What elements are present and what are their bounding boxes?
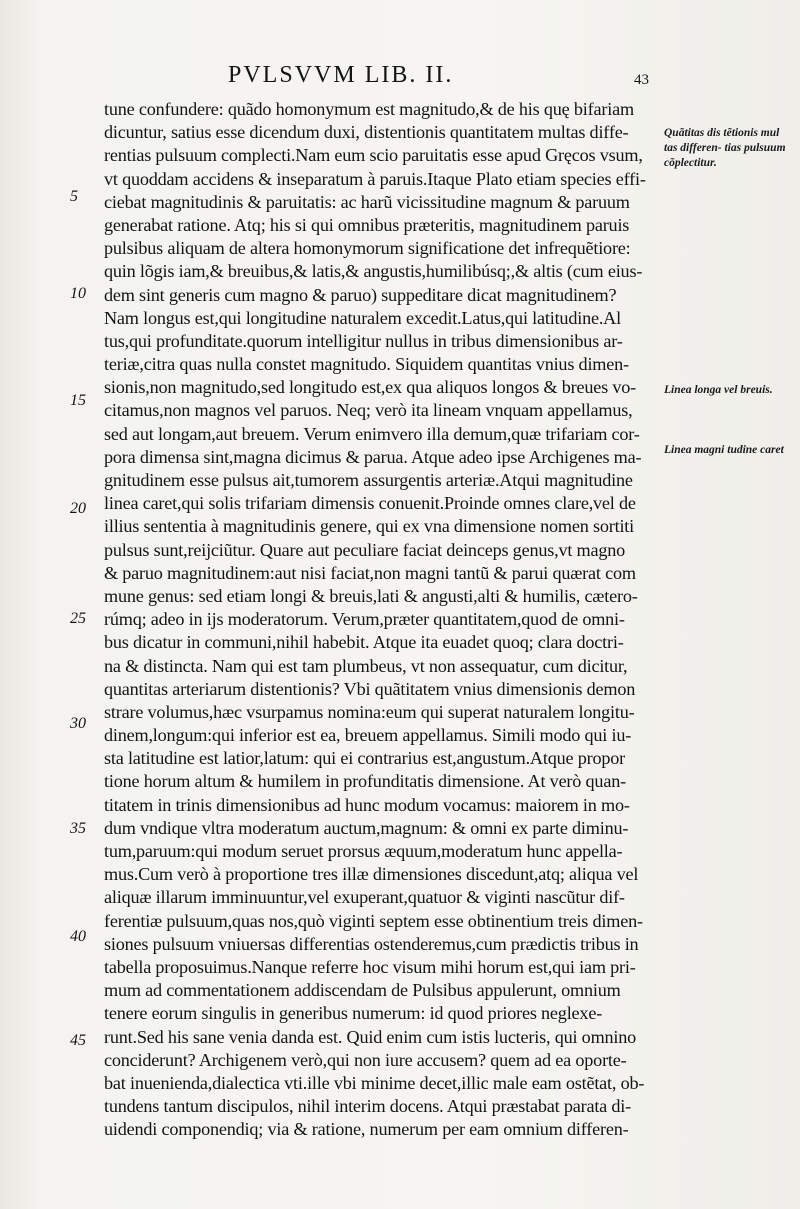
text-line: na & distincta. Nam qui est tam plumbeus, vt non assequatur, cum dicitur,	[104, 655, 628, 676]
text-line: rentias pulsuum complecti.Nam eum scio paruitatis esse apud Gręcos vsum,	[104, 145, 643, 166]
text-line: bus dicatur in communi,nihil habebit. Atque ita euadet quoq; clara doctri-	[104, 632, 624, 653]
text-line: & paruo magnitudinem:aut nisi faciat,non magni tantũ & parui quærat com	[104, 562, 636, 583]
text-line: mum ad commentationem addiscendam de Pulsibus appulerunt, omnium	[104, 980, 621, 1001]
text-line: tum,paruum:qui modum seruet prorsus æquum,moderatum hunc appella-	[104, 841, 623, 861]
text-line: tus,qui profunditate.quorum intelligitur nullus in tribus dimensionibus ar-	[104, 330, 623, 351]
text-line: dum vndique vltra moderatum auctum,magnum: & omni ex parte diminu-	[104, 817, 629, 838]
line-number: 20	[70, 500, 86, 517]
text-line: pulsus sunt,reijciũtur. Quare aut peculiare faciat deinceps genus,vt magno	[104, 539, 626, 560]
text-line: sionis,non magnitudo,sed longitudo est,ex qua aliquos longos & breues vo-	[104, 377, 636, 398]
line-number: 15	[70, 392, 86, 409]
text-line: citamus,non magnos vel paruos. Neq; verò ita lineam vnquam appellamus,	[104, 400, 633, 421]
text-line: gnitudinem esse pulsus ait,tumorem assurgentis arteriæ.Atqui magnitudine	[104, 470, 633, 490]
text-line: aliquæ illarum imminuuntur,vel exuperant,quatuor & viginti nascũtur dif-	[104, 887, 625, 908]
line-number: 35	[70, 820, 86, 837]
text-line: runt.Sed his sane venia danda est. Quid enim cum istis lucteris, qui omnino	[104, 1026, 637, 1047]
line-number: 10	[70, 285, 86, 302]
page-number: 43	[634, 72, 649, 88]
text-line: tione horum altum & humilem in profunditatis dimensione. At verò quan-	[104, 771, 626, 792]
line-number: 5	[70, 188, 78, 205]
text-line: tundens tantum discipulos, nihil interim docens. Atqui præstabat parata di-	[104, 1096, 632, 1117]
text-line: strare volumus,hæc vsurpamus nomina:eum qui superat naturalem longitu-	[104, 701, 635, 722]
text-line: dinem,longum:qui inferior est ea, breuem appellamus. Simili modo qui iu-	[104, 725, 632, 746]
text-line: conciderunt? Archigenem verò,qui non iure accusem? quem ad ea oporte-	[104, 1049, 627, 1070]
margin-note: Quãtitas dis tẽtionis mul tas differen- tias pulsuum cõplectitur.	[664, 127, 786, 169]
text-line: rúmq; adeo in ijs moderatorum. Verum,præter quantitatem,quod de omni-	[104, 609, 625, 630]
text-line: mus.Cum verò à proportione tres illæ dimensiones discedunt,atq; aliqua vel	[104, 864, 639, 885]
text-line: ferentiæ pulsuum,quas nos,quò viginti septem esse obtinentium treis dimen-	[104, 910, 643, 931]
text-line: siones pulsuum vniuersas differentias ostenderemus,cum prædictis tribus in	[104, 933, 639, 954]
text-line: Nam longus est,qui longitudine naturalem excedit.Latus,qui latitudine.Al	[104, 307, 621, 328]
text-line: bat inuenienda,dialectica vti.ille vbi minime decet,illic male eam ostẽtat, ob-	[104, 1072, 645, 1093]
text-line: illius sententia à magnitudinis genere, qui ex vna dimensione nomen sortiti	[104, 516, 635, 537]
text-line: quin lõgis iam,& breuibus,& latis,& angustis,humilibúsq;,& altis (cum eius-	[104, 261, 643, 282]
text-line: linea caret,qui solis trifariam dimensis conuenit.Proinde omnes clare,vel de	[104, 493, 636, 514]
text-line: vt quoddam accidens & inseparatum à paruis.Itaque Plato etiam species effi-	[104, 168, 646, 189]
margin-note: Linea magni tudine caret	[664, 444, 784, 456]
text-line: titatem in trinis dimensionibus ad hunc modum vocamus: maiorem in mo-	[104, 794, 630, 815]
text-line: tenere eorum singulis in generibus numerum: id quod priores neglexe-	[104, 1003, 603, 1024]
text-line: uidendi componendiq; via & ratione, numerum per eam omnium differen-	[104, 1119, 629, 1140]
text-line: sed aut longam,aut breuem. Verum enimvero illa demum,quæ trifariam cor-	[104, 423, 640, 444]
text-line: generabat ratione. Atq; his si qui omnibus præteritis, magnitudinem paruis	[104, 214, 630, 235]
text-line: pora dimensa sint,magna dicimus & parua. Atque adeo ipse Archigenes ma-	[104, 446, 642, 467]
line-number: 40	[70, 928, 86, 945]
text-line: sta latitudine est latior,latum: qui ei contrarius est,angustum.Atque propor	[104, 748, 625, 769]
text-line: teriæ,citra quas nulla constet magnitudo. Siquidem quantitas vnius dimen-	[104, 354, 629, 375]
text-line: dem sint generis cum magno & paruo) suppeditare dicat magnitudinem?	[104, 284, 617, 305]
running-head: PVLSVVM LIB. II.	[228, 62, 454, 88]
text-line: mune genus: sed etiam longi & breuis,lati & angusti,alti & humilis, cætero-	[104, 585, 638, 606]
line-number: 30	[70, 715, 86, 732]
margin-note: Linea longa vel breuis.	[664, 384, 773, 396]
line-number: 25	[70, 610, 86, 627]
line-number: 45	[70, 1032, 86, 1049]
text-line: quantitas arteriarum distentionis? Vbi quãtitatem vnius dimensionis demon	[104, 678, 636, 699]
body-text	[104, 98, 660, 1141]
text-line: ciebat magnitudinis & paruitatis: ac harũ vicissitudine magnum & paruum	[104, 191, 630, 212]
text-line: tune confundere: quãdo homonymum est magnitudo,& de his quę bifariam	[104, 99, 634, 119]
text-line: tabella proposuimus.Nanque referre hoc visum mihi horum est,qui iam pri-	[104, 956, 636, 977]
text-line: dicuntur, satius esse dicendum duxi, distentionis quantitatem multas diffe-	[104, 122, 629, 143]
text-line: pulsibus aliquam de altera homonymorum significatione det infrequẽtiore:	[104, 238, 631, 259]
